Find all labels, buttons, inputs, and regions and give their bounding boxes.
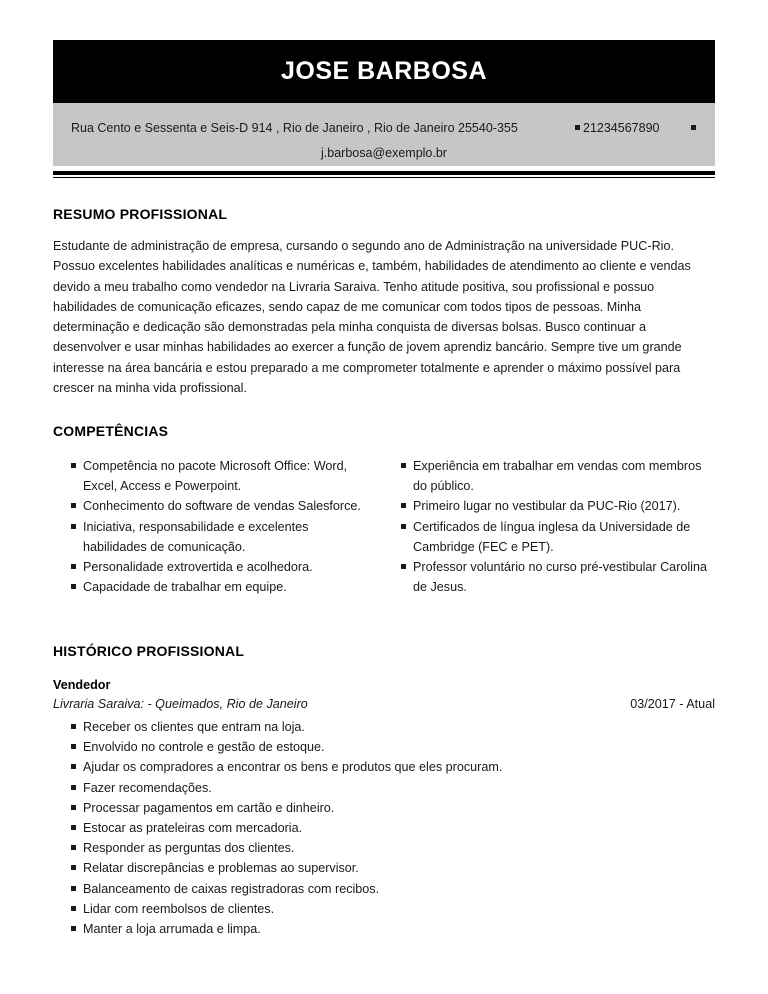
duty-item: Estocar as prateleiras com mercadoria. bbox=[71, 818, 715, 838]
duty-item: Relatar discrepâncias e problemas ao supervisor. bbox=[71, 858, 715, 878]
bullet-square-icon bbox=[71, 865, 76, 870]
bullet-square-icon bbox=[71, 503, 76, 508]
bullet-square-icon bbox=[71, 524, 76, 529]
job-company: Livraria Saraiva: - Queimados, Rio de Janeiro bbox=[53, 697, 308, 711]
skill-item: Conhecimento do software de vendas Salesforce. bbox=[71, 496, 368, 516]
history-heading: HISTÓRICO PROFISSIONAL bbox=[53, 643, 245, 659]
bullet-square-icon bbox=[71, 564, 76, 569]
bullet-square-icon bbox=[71, 845, 76, 850]
skills-column-right bbox=[401, 456, 711, 597]
bullet-square-icon bbox=[575, 125, 580, 130]
bullet-square-icon bbox=[401, 564, 406, 569]
duty-item: Manter a loja arrumada e limpa. bbox=[71, 919, 715, 939]
skill-item: Capacidade de trabalhar em equipe. bbox=[71, 577, 368, 597]
duty-item: Ajudar os compradores a encontrar os bens e produtos que eles procuram. bbox=[71, 757, 715, 777]
skill-item: Iniciativa, responsabilidade e excelentes habilidades de comunicação. bbox=[71, 517, 368, 557]
duty-item: Processar pagamentos em cartão e dinheiro. bbox=[71, 798, 715, 818]
duty-item: Lidar com reembolsos de clientes. bbox=[71, 899, 715, 919]
bullet-square-icon bbox=[401, 463, 406, 468]
summary-text: Estudante de administração de empresa, cursando o segundo ano de Administração na universidade PUC-Rio. Possuo excelentes habilidades analíticas e numéricas e, também, habilidades de atendimento ao cliente e vendas devido a meu trabalho como vendedor na Livraria Saraiva. Tenho atitude positiva, sou profissional e possuo habilidades de comunicação eficazes, sendo capaz de me comunicar com todos tipos de pessoas. Minha determinação e dedicação são demonstradas pela minha conquista de diversas bolsas. Busco continuar a desenvolver e usar minhas habilidades ao exercer a função de jovem aprendiz bancário. Sempre tive um grande interesse na área bancária e estou preparado a me comprometer totalmente e aprender o máximo possível para crescer na minha vida profissional. bbox=[53, 239, 691, 396]
bullet-square-icon bbox=[71, 463, 76, 468]
skill-item: Primeiro lugar no vestibular da PUC-Rio (2017). bbox=[401, 496, 713, 516]
bullet-square-icon bbox=[71, 785, 76, 790]
skill-item: Experiência em trabalhar em vendas com membros do público. bbox=[401, 456, 713, 496]
skill-item: Professor voluntário no curso pré-vestibular Carolina de Jesus. bbox=[401, 557, 713, 597]
contact-address: Rua Cento e Sessenta e Seis-D 914 , Rio de Janeiro , Rio de Janeiro 25540-355 bbox=[71, 121, 518, 135]
bullet-square-icon bbox=[71, 886, 76, 891]
header-name-bar bbox=[53, 40, 715, 103]
bullet-square-icon bbox=[691, 125, 696, 130]
contact-bar bbox=[53, 103, 715, 166]
duty-item: Receber os clientes que entram na loja. bbox=[71, 717, 715, 737]
duty-item: Responder as perguntas dos clientes. bbox=[71, 838, 715, 858]
bullet-square-icon bbox=[71, 764, 76, 769]
bullet-square-icon bbox=[71, 926, 76, 931]
contact-phone-value: 21234567890 bbox=[583, 121, 660, 135]
job-dates: 03/2017 - Atual bbox=[630, 697, 715, 711]
bullet-square-icon bbox=[71, 906, 76, 911]
duty-item: Fazer recomendações. bbox=[71, 778, 715, 798]
skill-item: Competência no pacote Microsoft Office: Word, Excel, Access e Powerpoint. bbox=[71, 456, 368, 496]
job-role: Vendedor bbox=[53, 678, 111, 692]
duty-item: Envolvido no controle e gestão de estoque. bbox=[71, 737, 715, 757]
header-divider-thin bbox=[53, 177, 715, 178]
bullet-square-icon bbox=[71, 584, 76, 589]
bullet-square-icon bbox=[71, 825, 76, 830]
header-divider-thick bbox=[53, 171, 715, 175]
skill-item: Certificados de língua inglesa da Universidade de Cambridge (FEC e PET). bbox=[401, 517, 713, 557]
resume-page bbox=[53, 40, 715, 937]
skill-item: Personalidade extrovertida e acolhedora. bbox=[71, 557, 368, 577]
skills-columns bbox=[71, 456, 715, 597]
contact-extra bbox=[691, 121, 699, 135]
duty-item: Balanceamento de caixas registradoras com recibos. bbox=[71, 879, 715, 899]
contact-email: j.barbosa@exemplo.br bbox=[321, 146, 447, 160]
job-duties-list bbox=[71, 717, 715, 939]
bullet-square-icon bbox=[401, 524, 406, 529]
bullet-square-icon bbox=[71, 724, 76, 729]
candidate-name: JOSE BARBOSA bbox=[280, 57, 488, 85]
bullet-square-icon bbox=[401, 503, 406, 508]
bullet-square-icon bbox=[71, 744, 76, 749]
bullet-square-icon bbox=[71, 805, 76, 810]
skills-column-left bbox=[71, 456, 401, 597]
summary-heading: RESUMO PROFISSIONAL bbox=[53, 206, 228, 222]
contact-phone bbox=[575, 121, 659, 135]
skills-heading: COMPETÊNCIAS bbox=[53, 423, 169, 439]
